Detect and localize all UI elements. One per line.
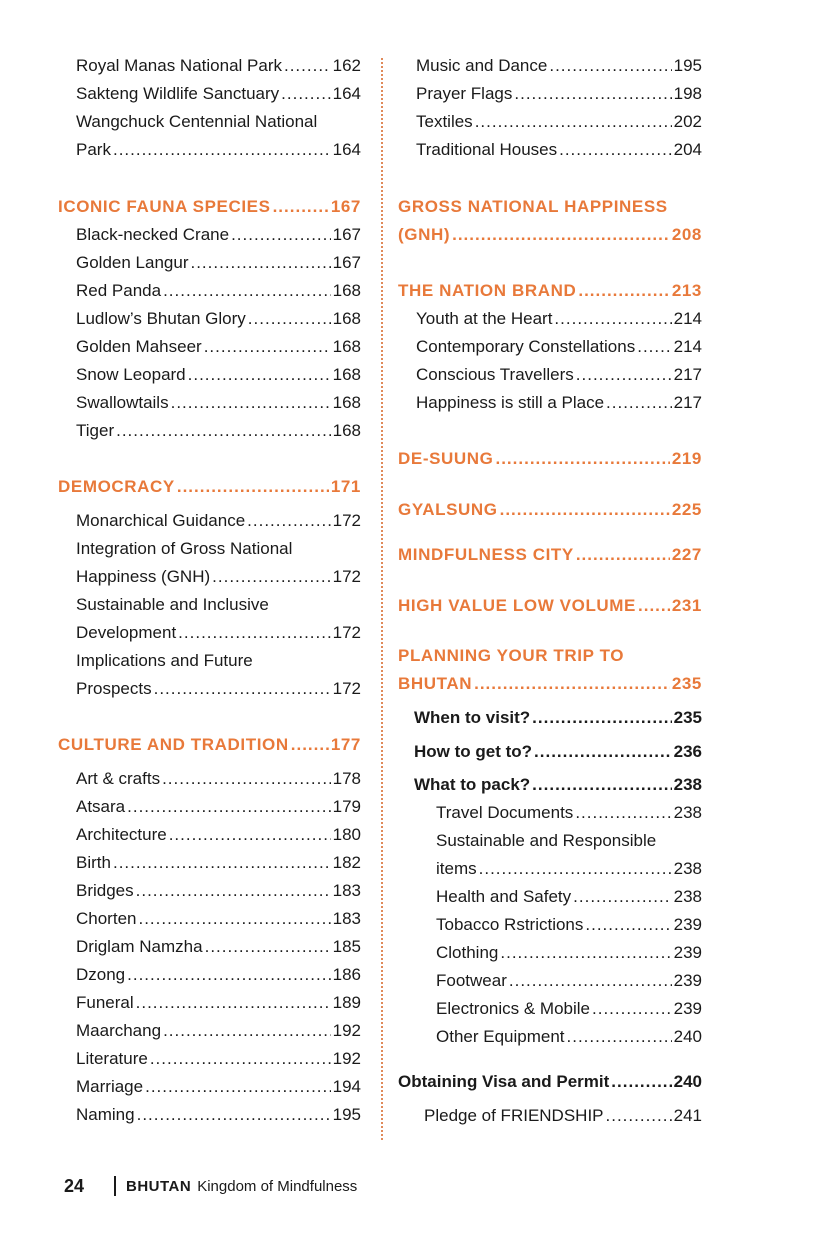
dot-leader (127, 961, 330, 989)
section-heading-gyalsung[interactable] (398, 496, 702, 524)
toc-entry[interactable] (76, 563, 361, 591)
section-page: 219 (671, 449, 702, 468)
section-heading-planning[interactable] (398, 670, 702, 698)
toc-entry[interactable] (436, 883, 702, 911)
toc-entry[interactable] (76, 619, 361, 647)
section-heading-de-suung[interactable] (398, 445, 702, 473)
entry-page: 240 (673, 1027, 702, 1046)
entry-title: Ludlow’s Bhutan Glory (76, 309, 246, 328)
entry-page: 195 (673, 56, 702, 75)
entry-page: 239 (673, 999, 702, 1018)
dot-leader (573, 883, 671, 911)
entry-title: Marriage (76, 1077, 144, 1096)
subsection-how-to-get[interactable] (414, 738, 702, 766)
dot-leader (575, 799, 671, 827)
toc-entry[interactable] (76, 793, 361, 821)
entry-page: 168 (332, 281, 361, 300)
dot-leader (162, 765, 331, 793)
section-title: BHUTAN (398, 674, 473, 693)
dot-leader (509, 967, 672, 995)
entry-page: 183 (332, 909, 361, 928)
dot-leader (606, 1102, 672, 1130)
toc-entry[interactable] (76, 933, 361, 961)
section-heading-hvlv[interactable] (398, 592, 702, 620)
dot-leader (638, 592, 670, 620)
section-page: 167 (330, 197, 361, 216)
entry-title: Prospects (76, 679, 152, 698)
entry-page: 204 (673, 140, 702, 159)
entry-title: Bridges (76, 881, 134, 900)
entry-title: What to pack? (414, 775, 531, 794)
toc-entry[interactable] (76, 80, 361, 108)
entry-title: Golden Mahseer (76, 337, 202, 356)
dot-leader (291, 731, 329, 759)
entry-page: 192 (332, 1049, 361, 1068)
dot-leader (474, 670, 670, 698)
entry-title: Travel Documents (436, 803, 574, 822)
section-title: ICONIC FAUNA SPECIES (58, 197, 271, 216)
toc-entry[interactable] (76, 1045, 361, 1073)
section-page: 225 (671, 500, 702, 519)
toc-entry[interactable] (76, 136, 361, 164)
entry-title: Royal Manas National Park (76, 56, 282, 75)
entry-title: Funeral (76, 993, 134, 1012)
entry-page: 180 (332, 825, 361, 844)
dot-leader (138, 905, 330, 933)
toc-entry[interactable] (416, 52, 702, 80)
page-number: 24 (64, 1175, 85, 1196)
section-title-line1: PLANNING YOUR TRIP TO (398, 646, 625, 665)
entry-page: 240 (673, 1072, 702, 1091)
section-heading-culture[interactable] (58, 731, 361, 759)
dot-leader (212, 563, 330, 591)
footer-divider (114, 1176, 116, 1196)
toc-entry[interactable] (76, 849, 361, 877)
entry-page: 182 (332, 853, 361, 872)
dot-leader (500, 939, 671, 967)
entry-page: 168 (332, 337, 361, 356)
dot-leader (532, 704, 671, 732)
section-title: CULTURE AND TRADITION (58, 735, 289, 754)
toc-entry[interactable] (436, 855, 702, 883)
toc-entry-line1[interactable] (76, 108, 361, 136)
section-page: 231 (671, 596, 702, 615)
entry-page: 178 (332, 769, 361, 788)
entry-page: 183 (332, 881, 361, 900)
toc-entry[interactable] (436, 995, 702, 1023)
toc-entry[interactable] (416, 80, 702, 108)
dot-leader (113, 136, 331, 164)
dot-leader (247, 507, 330, 535)
dot-leader (188, 361, 331, 389)
entry-title-line1: Implications and Future (76, 651, 253, 670)
footer-tagline: Kingdom of Mindfulness (197, 1177, 358, 1195)
dot-leader (150, 1045, 331, 1073)
column-divider (381, 58, 383, 1140)
dot-leader (136, 877, 331, 905)
entry-title: Literature (76, 1049, 148, 1068)
dot-leader (169, 821, 331, 849)
toc-entry[interactable] (76, 249, 361, 277)
entry-title: items (436, 859, 477, 878)
entry-title: How to get to? (414, 742, 533, 761)
entry-title: Clothing (436, 943, 499, 962)
entry-page: 164 (332, 140, 361, 159)
entry-page: 168 (332, 309, 361, 328)
entry-page: 217 (673, 393, 702, 412)
subsection-visa-permit[interactable] (398, 1068, 702, 1096)
section-page: 227 (671, 545, 702, 564)
entry-title: Birth (76, 853, 111, 872)
entry-title: When to visit? (414, 708, 531, 727)
dot-leader (606, 389, 672, 417)
entry-page: 192 (332, 1021, 361, 1040)
entry-page: 168 (332, 393, 361, 412)
dot-leader (585, 911, 671, 939)
dot-leader (475, 108, 672, 136)
entry-page: 238 (673, 775, 702, 794)
dot-leader (163, 1017, 331, 1045)
entry-page: 238 (673, 887, 702, 906)
entry-title: Snow Leopard (76, 365, 186, 384)
dot-leader (190, 249, 330, 277)
section-title: HIGH VALUE LOW VOLUME (398, 596, 636, 615)
entry-title: Golden Langur (76, 253, 189, 272)
toc-entry[interactable] (416, 136, 702, 164)
entry-page: 239 (673, 971, 702, 990)
section-title: GYALSUNG (398, 500, 498, 519)
dot-leader (137, 1101, 331, 1129)
section-page: 208 (671, 225, 702, 244)
section-page: 235 (671, 674, 702, 693)
toc-entry[interactable] (416, 389, 702, 417)
entry-title: Prayer Flags (416, 84, 513, 103)
dot-leader (554, 305, 671, 333)
entry-title: Electronics & Mobile (436, 999, 591, 1018)
entry-page: 172 (332, 511, 361, 530)
dot-leader (576, 541, 670, 569)
entry-page: 172 (332, 567, 361, 586)
entry-title: Black-necked Crane (76, 225, 230, 244)
entry-page: 238 (673, 803, 702, 822)
dot-leader (154, 675, 331, 703)
dot-leader (592, 995, 672, 1023)
dot-leader (500, 496, 670, 524)
dot-leader (549, 52, 671, 80)
entry-page: 241 (673, 1106, 702, 1125)
dot-leader (178, 619, 330, 647)
entry-page: 172 (332, 679, 361, 698)
toc-entry[interactable] (436, 1023, 702, 1051)
toc-entry[interactable] (76, 1017, 361, 1045)
entry-title: Tiger (76, 421, 115, 440)
entry-title: Textiles (416, 112, 473, 131)
section-heading-democracy[interactable] (58, 473, 361, 501)
section-title: MINDFULNESS CITY (398, 545, 574, 564)
entry-page: 214 (673, 337, 702, 356)
entry-title: Red Panda (76, 281, 162, 300)
section-heading-fauna[interactable] (58, 193, 361, 221)
section-title: (GNH) (398, 225, 451, 244)
dot-leader (611, 1068, 671, 1096)
toc-entry[interactable] (436, 967, 702, 995)
entry-title: Maarchang (76, 1021, 162, 1040)
entry-title: Atsara (76, 797, 126, 816)
entry-page: 236 (673, 742, 702, 761)
toc-entry[interactable] (76, 821, 361, 849)
entry-title: Tobacco Rstrictions (436, 915, 584, 934)
entry-page: 189 (332, 993, 361, 1012)
footer-brand: BHUTAN (126, 1177, 192, 1195)
dot-leader (578, 277, 669, 305)
toc-entry[interactable] (416, 108, 702, 136)
toc-entry[interactable] (76, 905, 361, 933)
entry-page: 167 (332, 225, 361, 244)
entry-page: 217 (673, 365, 702, 384)
entry-page: 185 (332, 937, 361, 956)
dot-leader (113, 849, 331, 877)
entry-page: 172 (332, 623, 361, 642)
dot-leader (559, 136, 672, 164)
toc-entry[interactable] (76, 417, 361, 445)
toc-entry[interactable] (76, 989, 361, 1017)
toc-entry[interactable] (76, 361, 361, 389)
toc-entry[interactable] (416, 361, 702, 389)
entry-title: Park (76, 140, 111, 159)
entry-page: 167 (332, 253, 361, 272)
toc-entry[interactable] (76, 961, 361, 989)
toc-entry[interactable] (436, 911, 702, 939)
entry-title: Music and Dance (416, 56, 548, 75)
entry-page: 195 (332, 1105, 361, 1124)
entry-title-line1: Wangchuck Centennial National (76, 112, 318, 131)
entry-page: 202 (673, 112, 702, 131)
toc-entry[interactable] (76, 1073, 361, 1101)
entry-page: 164 (332, 84, 361, 103)
entry-title: Art & crafts (76, 769, 161, 788)
dot-leader (532, 771, 671, 799)
dot-leader (231, 221, 331, 249)
entry-page: 238 (673, 859, 702, 878)
dot-leader (127, 793, 330, 821)
page-footer (64, 1172, 357, 1200)
toc-entry[interactable] (76, 675, 361, 703)
dot-leader (145, 1073, 331, 1101)
toc-entry-line1[interactable] (436, 827, 702, 855)
section-heading-nation-brand[interactable] (398, 277, 702, 305)
section-heading-gnh-line1[interactable] (398, 193, 702, 221)
dot-leader (495, 445, 669, 473)
toc-entry[interactable] (416, 333, 702, 361)
toc-entry-line1[interactable] (76, 535, 361, 563)
dot-leader (205, 933, 331, 961)
entry-title: Health and Safety (436, 887, 572, 906)
toc-entry[interactable] (76, 221, 361, 249)
dot-leader (514, 80, 671, 108)
section-heading-gnh[interactable] (398, 221, 702, 249)
subsection-what-to-pack[interactable] (414, 771, 702, 799)
entry-title: Architecture (76, 825, 167, 844)
toc-entry[interactable] (436, 939, 702, 967)
toc-entry-line1[interactable] (76, 591, 361, 619)
dot-leader (576, 361, 672, 389)
section-title: DEMOCRACY (58, 477, 175, 496)
dot-leader (204, 333, 331, 361)
dot-leader (116, 417, 331, 445)
toc-entry[interactable] (76, 277, 361, 305)
entry-title: Naming (76, 1105, 135, 1124)
dot-leader (248, 305, 331, 333)
entry-title-line1: Integration of Gross National (76, 539, 293, 558)
dot-leader (177, 473, 329, 501)
entry-page: 239 (673, 943, 702, 962)
dot-leader (567, 1023, 672, 1051)
subsection-when-to-visit[interactable] (414, 704, 702, 732)
entry-title: Happiness (GNH) (76, 567, 211, 586)
section-heading-mindfulness-city[interactable] (398, 541, 702, 569)
entry-page: 186 (332, 965, 361, 984)
entry-page: 235 (673, 708, 702, 727)
section-title-line1: GROSS NATIONAL HAPPINESS (398, 197, 668, 216)
entry-title-line1: Sustainable and Inclusive (76, 595, 269, 614)
toc-entry-line1[interactable] (76, 647, 361, 675)
entry-title: Happiness is still a Place (416, 393, 605, 412)
entry-page: 198 (673, 84, 702, 103)
entry-title: Traditional Houses (416, 140, 558, 159)
toc-entry[interactable] (76, 305, 361, 333)
entry-title: Pledge of FRIENDSHIP (424, 1106, 604, 1125)
dot-leader (637, 333, 671, 361)
entry-page: 239 (673, 915, 702, 934)
entry-title: Sakteng Wildlife Sanctuary (76, 84, 280, 103)
entry-title: Conscious Travellers (416, 365, 574, 384)
entry-title: Chorten (76, 909, 137, 928)
section-title: THE NATION BRAND (398, 281, 577, 300)
dot-leader (171, 389, 331, 417)
section-page: 177 (330, 735, 361, 754)
entry-title: Dzong (76, 965, 126, 984)
entry-title: Contemporary Constellations (416, 337, 636, 356)
dot-leader (284, 52, 331, 80)
toc-entry[interactable] (424, 1102, 702, 1130)
section-title: DE-SUUNG (398, 449, 494, 468)
entry-title: Youth at the Heart (416, 309, 553, 328)
entry-title-line1: Sustainable and Responsible (436, 831, 657, 850)
dot-leader (281, 80, 330, 108)
toc-entry[interactable] (76, 877, 361, 905)
entry-title: Development (76, 623, 177, 642)
toc-entry[interactable] (76, 765, 361, 793)
entry-title: Driglam Namzha (76, 937, 203, 956)
entry-page: 168 (332, 421, 361, 440)
entry-title: Other Equipment (436, 1027, 565, 1046)
entry-page: 168 (332, 365, 361, 384)
entry-title: Obtaining Visa and Permit (398, 1072, 610, 1091)
dot-leader (273, 193, 329, 221)
toc-entry[interactable] (76, 333, 361, 361)
dot-leader (136, 989, 331, 1017)
toc-entry[interactable] (76, 1101, 361, 1129)
toc-entry[interactable] (416, 305, 702, 333)
entry-title: Swallowtails (76, 393, 169, 412)
entry-page: 162 (332, 56, 361, 75)
toc-entry[interactable] (436, 799, 702, 827)
section-heading-planning-line1[interactable] (398, 642, 702, 670)
dot-leader (452, 221, 670, 249)
entry-title: Monarchical Guidance (76, 511, 246, 530)
entry-title: Footwear (436, 971, 507, 990)
entry-page: 214 (673, 309, 702, 328)
toc-entry[interactable] (76, 507, 361, 535)
section-page: 213 (671, 281, 702, 300)
dot-leader (534, 738, 672, 766)
entry-page: 194 (332, 1077, 361, 1096)
entry-page: 179 (332, 797, 361, 816)
toc-entry[interactable] (76, 389, 361, 417)
section-page: 171 (330, 477, 361, 496)
dot-leader (163, 277, 331, 305)
dot-leader (479, 855, 672, 883)
toc-entry[interactable] (76, 52, 361, 80)
